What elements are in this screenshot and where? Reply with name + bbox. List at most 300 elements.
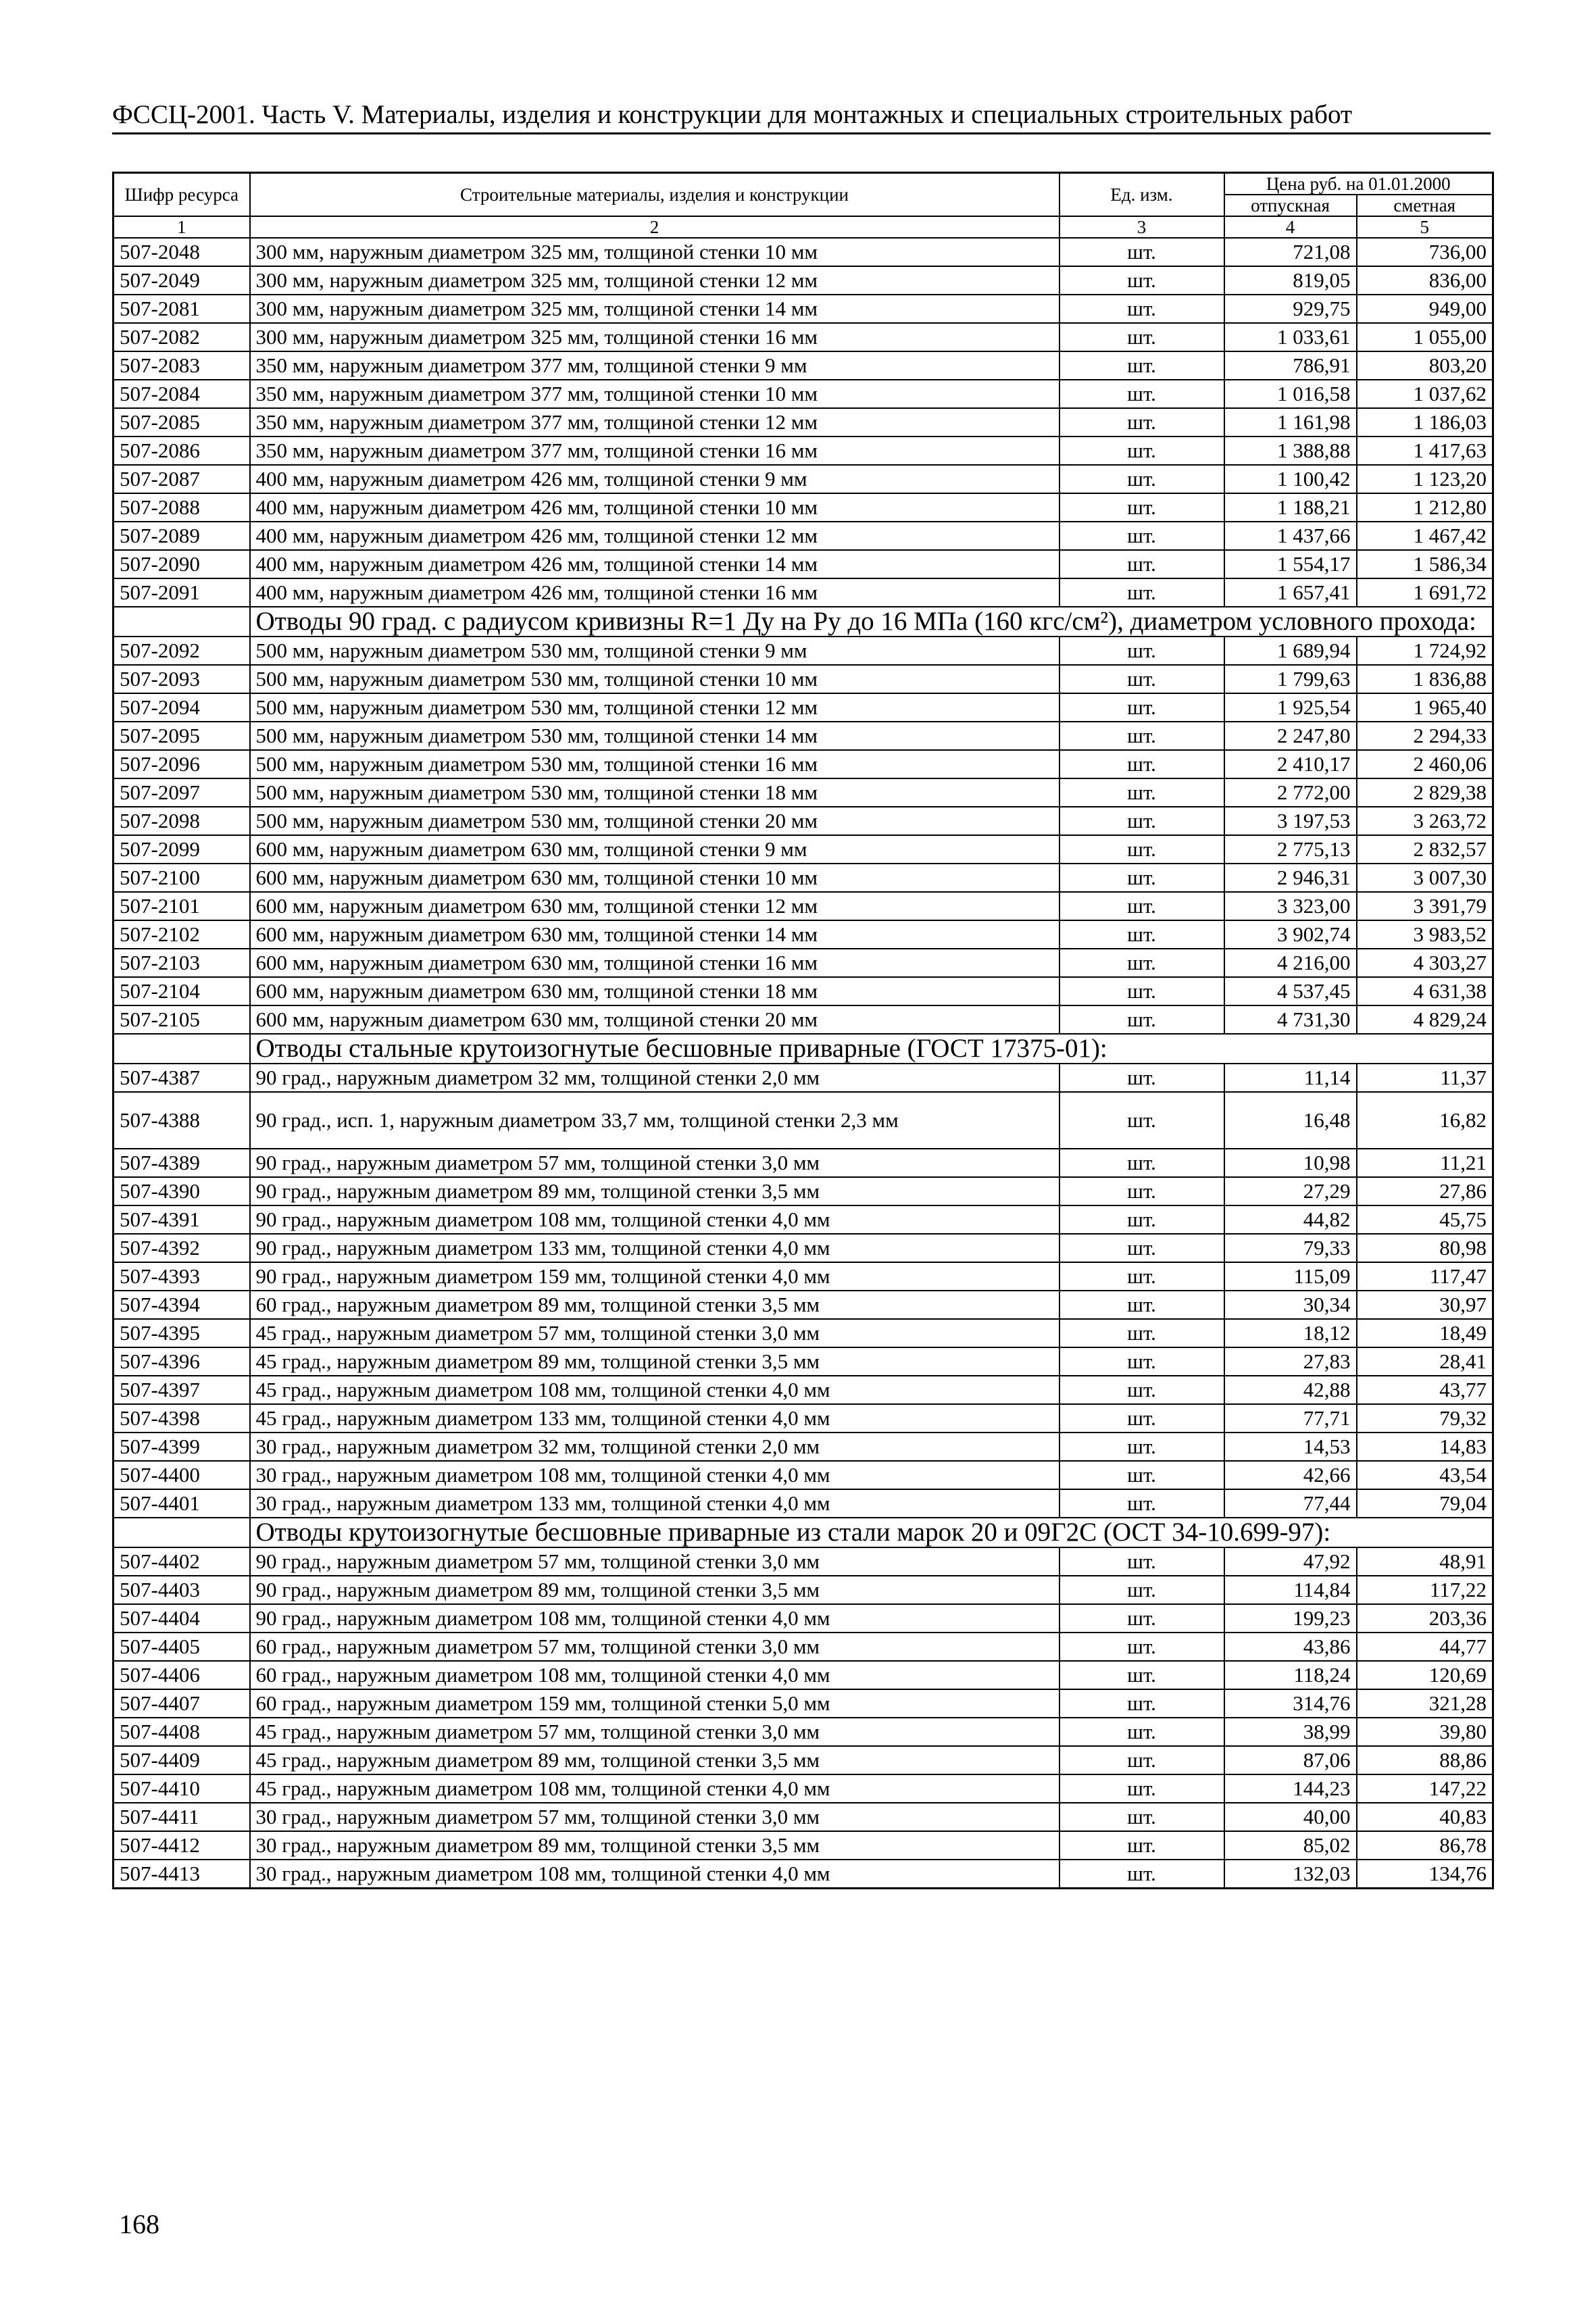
item-description: 300 мм, наружным диаметром 325 мм, толщиной стенки 14 мм [250, 295, 1059, 323]
release-price: 1 033,61 [1224, 323, 1357, 351]
unit-of-measure: шт. [1059, 465, 1224, 493]
item-description: 300 мм, наружным диаметром 325 мм, толщиной стенки 10 мм [250, 238, 1059, 266]
unit-of-measure: шт. [1059, 835, 1224, 864]
release-price: 42,66 [1224, 1461, 1357, 1489]
item-description: 45 град., наружным диаметром 57 мм, толщиной стенки 3,0 мм [250, 1319, 1059, 1347]
resource-code: 507-2081 [114, 295, 250, 323]
estimate-price: 44,77 [1357, 1633, 1493, 1661]
item-description: 350 мм, наружным диаметром 377 мм, толщиной стенки 9 мм [250, 351, 1059, 380]
table-row [114, 949, 1493, 977]
item-description: 500 мм, наружным диаметром 530 мм, толщиной стенки 10 мм [250, 665, 1059, 693]
table-row [114, 1661, 1493, 1689]
table-row [114, 1604, 1493, 1633]
release-price: 1 388,88 [1224, 437, 1357, 465]
item-description: 400 мм, наружным диаметром 426 мм, толщиной стенки 9 мм [250, 465, 1059, 493]
release-price: 114,84 [1224, 1576, 1357, 1604]
unit-of-measure: шт. [1059, 1860, 1224, 1889]
section-heading-row [114, 607, 1493, 637]
estimate-price: 4 829,24 [1357, 1005, 1493, 1034]
estimate-price: 14,83 [1357, 1433, 1493, 1461]
unit-of-measure: шт. [1059, 949, 1224, 977]
release-price: 1 016,58 [1224, 380, 1357, 408]
item-description: 90 град., наружным диаметром 133 мм, толщиной стенки 4,0 мм [250, 1234, 1059, 1262]
release-price: 115,09 [1224, 1262, 1357, 1291]
unit-of-measure: шт. [1059, 323, 1224, 351]
unit-of-measure: шт. [1059, 920, 1224, 949]
release-price: 144,23 [1224, 1774, 1357, 1803]
table-row [114, 1262, 1493, 1291]
item-description: 90 град., наружным диаметром 57 мм, толщиной стенки 3,0 мм [250, 1149, 1059, 1177]
table-row [114, 778, 1493, 807]
item-description: 500 мм, наружным диаметром 530 мм, толщиной стенки 16 мм [250, 750, 1059, 778]
estimate-price: 11,21 [1357, 1149, 1493, 1177]
table-head [114, 173, 1493, 239]
release-price: 2 946,31 [1224, 864, 1357, 892]
resource-code: 507-4408 [114, 1718, 250, 1746]
unit-of-measure: шт. [1059, 550, 1224, 578]
resource-code: 507-2094 [114, 693, 250, 722]
unit-of-measure: шт. [1059, 295, 1224, 323]
unit-of-measure: шт. [1059, 1604, 1224, 1633]
estimate-price: 88,86 [1357, 1746, 1493, 1774]
item-description: 90 град., наружным диаметром 32 мм, толщиной стенки 2,0 мм [250, 1064, 1059, 1092]
release-price: 314,76 [1224, 1689, 1357, 1718]
estimate-price: 1 417,63 [1357, 437, 1493, 465]
resource-code: 507-2088 [114, 493, 250, 522]
unit-of-measure: шт. [1059, 1376, 1224, 1404]
unit-of-measure: шт. [1059, 437, 1224, 465]
resource-code: 507-2092 [114, 637, 250, 665]
table-row [114, 1774, 1493, 1803]
release-price: 79,33 [1224, 1234, 1357, 1262]
release-price: 14,53 [1224, 1433, 1357, 1461]
estimate-price: 836,00 [1357, 266, 1493, 295]
estimate-price: 1 055,00 [1357, 323, 1493, 351]
table-row [114, 266, 1493, 295]
resource-code: 507-2090 [114, 550, 250, 578]
column-number: 4 [1224, 216, 1357, 238]
unit-of-measure: шт. [1059, 1319, 1224, 1347]
table-row [114, 1633, 1493, 1661]
resource-code: 507-2101 [114, 892, 250, 920]
item-description: 350 мм, наружным диаметром 377 мм, толщиной стенки 16 мм [250, 437, 1059, 465]
item-description: 600 мм, наружным диаметром 630 мм, толщиной стенки 9 мм [250, 835, 1059, 864]
resource-code: 507-2096 [114, 750, 250, 778]
estimate-price: 3 983,52 [1357, 920, 1493, 949]
table-row [114, 295, 1493, 323]
release-price: 721,08 [1224, 238, 1357, 266]
release-price: 3 197,53 [1224, 807, 1357, 835]
resource-code: 507-2104 [114, 977, 250, 1005]
table-row [114, 380, 1493, 408]
table-row [114, 578, 1493, 607]
table-row [114, 977, 1493, 1005]
unit-of-measure: шт. [1059, 1489, 1224, 1518]
unit-of-measure: шт. [1059, 1205, 1224, 1234]
resource-code: 507-4391 [114, 1205, 250, 1234]
table-row [114, 1177, 1493, 1205]
resource-code: 507-4396 [114, 1347, 250, 1376]
unit-of-measure: шт. [1059, 1291, 1224, 1319]
table-row [114, 1803, 1493, 1831]
estimate-price: 120,69 [1357, 1661, 1493, 1689]
release-price: 2 410,17 [1224, 750, 1357, 778]
item-description: 30 град., наружным диаметром 108 мм, толщиной стенки 4,0 мм [250, 1461, 1059, 1489]
estimate-price: 79,04 [1357, 1489, 1493, 1518]
item-description: 90 град., исп. 1, наружным диаметром 33,7 мм, толщиной стенки 2,3 мм [250, 1092, 1059, 1149]
estimate-price: 27,86 [1357, 1177, 1493, 1205]
page-number: 168 [119, 2209, 159, 2239]
table-row [114, 693, 1493, 722]
unit-of-measure: шт. [1059, 266, 1224, 295]
estimate-price: 1 037,62 [1357, 380, 1493, 408]
table-row [114, 920, 1493, 949]
table-row [114, 722, 1493, 750]
section-heading: Отводы 90 град. с радиусом кривизны R=1 Ду на Ру до 16 МПа (160 кгс/см²), диаметром условного прохода: [250, 607, 1493, 637]
table-row [114, 1718, 1493, 1746]
item-description: 90 град., наружным диаметром 108 мм, толщиной стенки 4,0 мм [250, 1604, 1059, 1633]
item-description: 500 мм, наружным диаметром 530 мм, толщиной стенки 14 мм [250, 722, 1059, 750]
release-price: 85,02 [1224, 1831, 1357, 1860]
table-row [114, 1576, 1493, 1604]
estimate-price: 43,54 [1357, 1461, 1493, 1489]
unit-of-measure: шт. [1059, 637, 1224, 665]
resource-code: 507-2105 [114, 1005, 250, 1034]
item-description: 90 град., наружным диаметром 108 мм, толщиной стенки 4,0 мм [250, 1205, 1059, 1234]
estimate-price: 1 724,92 [1357, 637, 1493, 665]
estimate-price: 4 631,38 [1357, 977, 1493, 1005]
estimate-price: 147,22 [1357, 1774, 1493, 1803]
unit-of-measure: шт. [1059, 1433, 1224, 1461]
item-description: 60 град., наружным диаметром 108 мм, толщиной стенки 4,0 мм [250, 1661, 1059, 1689]
estimate-price: 3 007,30 [1357, 864, 1493, 892]
column-number: 1 [114, 216, 250, 238]
release-price: 10,98 [1224, 1149, 1357, 1177]
estimate-price: 134,76 [1357, 1860, 1493, 1889]
resource-code: 507-4394 [114, 1291, 250, 1319]
release-price: 2 247,80 [1224, 722, 1357, 750]
resource-code: 507-2083 [114, 351, 250, 380]
unit-of-measure: шт. [1059, 977, 1224, 1005]
release-price: 77,44 [1224, 1489, 1357, 1518]
release-price: 199,23 [1224, 1604, 1357, 1633]
table-row [114, 522, 1493, 550]
table-body [114, 238, 1493, 1889]
resource-code: 507-2102 [114, 920, 250, 949]
item-description: 90 град., наружным диаметром 89 мм, толщиной стенки 3,5 мм [250, 1177, 1059, 1205]
release-price: 4 731,30 [1224, 1005, 1357, 1034]
resource-code: 507-2084 [114, 380, 250, 408]
table-row [114, 437, 1493, 465]
item-description: 600 мм, наружным диаметром 630 мм, толщиной стенки 14 мм [250, 920, 1059, 949]
col-header-code: Шифр ресурса [114, 173, 250, 217]
release-price: 4 537,45 [1224, 977, 1357, 1005]
estimate-price: 1 212,80 [1357, 493, 1493, 522]
item-description: 600 мм, наружным диаметром 630 мм, толщиной стенки 18 мм [250, 977, 1059, 1005]
unit-of-measure: шт. [1059, 1661, 1224, 1689]
resource-code: 507-4401 [114, 1489, 250, 1518]
table-row [114, 1234, 1493, 1262]
estimate-price: 1 691,72 [1357, 578, 1493, 607]
resource-code: 507-2049 [114, 266, 250, 295]
estimate-price: 1 836,88 [1357, 665, 1493, 693]
resource-code: 507-4409 [114, 1746, 250, 1774]
unit-of-measure: шт. [1059, 1149, 1224, 1177]
release-price: 2 775,13 [1224, 835, 1357, 864]
estimate-price: 949,00 [1357, 295, 1493, 323]
resource-code: 507-2091 [114, 578, 250, 607]
table-row [114, 807, 1493, 835]
item-description: 300 мм, наружным диаметром 325 мм, толщиной стенки 16 мм [250, 323, 1059, 351]
release-price: 2 772,00 [1224, 778, 1357, 807]
table-row [114, 1404, 1493, 1433]
release-price: 4 216,00 [1224, 949, 1357, 977]
unit-of-measure: шт. [1059, 1347, 1224, 1376]
release-price: 77,71 [1224, 1404, 1357, 1433]
unit-of-measure: шт. [1059, 1746, 1224, 1774]
unit-of-measure: шт. [1059, 1576, 1224, 1604]
estimate-price: 1 586,34 [1357, 550, 1493, 578]
release-price: 27,83 [1224, 1347, 1357, 1376]
estimate-price: 43,77 [1357, 1376, 1493, 1404]
estimate-price: 79,32 [1357, 1404, 1493, 1433]
resource-code: 507-2093 [114, 665, 250, 693]
resource-code: 507-4389 [114, 1149, 250, 1177]
release-price: 30,34 [1224, 1291, 1357, 1319]
unit-of-measure: шт. [1059, 1005, 1224, 1034]
section-code-cell [114, 1034, 250, 1064]
release-price: 1 437,66 [1224, 522, 1357, 550]
release-price: 3 902,74 [1224, 920, 1357, 949]
table-row [114, 1860, 1493, 1889]
release-price: 43,86 [1224, 1633, 1357, 1661]
unit-of-measure: шт. [1059, 864, 1224, 892]
release-price: 1 554,17 [1224, 550, 1357, 578]
release-price: 929,75 [1224, 295, 1357, 323]
unit-of-measure: шт. [1059, 750, 1224, 778]
estimate-price: 16,82 [1357, 1092, 1493, 1149]
table-row [114, 1347, 1493, 1376]
item-description: 45 град., наружным диаметром 108 мм, толщиной стенки 4,0 мм [250, 1774, 1059, 1803]
column-number: 2 [250, 216, 1059, 238]
release-price: 3 323,00 [1224, 892, 1357, 920]
item-description: 45 град., наружным диаметром 108 мм, толщиной стенки 4,0 мм [250, 1376, 1059, 1404]
estimate-price: 117,47 [1357, 1262, 1493, 1291]
unit-of-measure: шт. [1059, 1547, 1224, 1576]
table-row [114, 1064, 1493, 1092]
estimate-price: 2 460,06 [1357, 750, 1493, 778]
release-price: 1 161,98 [1224, 408, 1357, 437]
col-header-unit: Ед. изм. [1059, 173, 1224, 217]
resource-code: 507-2089 [114, 522, 250, 550]
resource-code: 507-4390 [114, 1177, 250, 1205]
resource-code: 507-2098 [114, 807, 250, 835]
column-number: 3 [1059, 216, 1224, 238]
release-price: 47,92 [1224, 1547, 1357, 1576]
estimate-price: 40,83 [1357, 1803, 1493, 1831]
estimate-price: 3 391,79 [1357, 892, 1493, 920]
release-price: 44,82 [1224, 1205, 1357, 1234]
resource-code: 507-4410 [114, 1774, 250, 1803]
item-description: 60 град., наружным диаметром 159 мм, толщиной стенки 5,0 мм [250, 1689, 1059, 1718]
table-row [114, 665, 1493, 693]
resource-code: 507-2095 [114, 722, 250, 750]
table-row [114, 550, 1493, 578]
unit-of-measure: шт. [1059, 522, 1224, 550]
estimate-price: 2 832,57 [1357, 835, 1493, 864]
release-price: 38,99 [1224, 1718, 1357, 1746]
item-description: 30 град., наружным диаметром 108 мм, толщиной стенки 4,0 мм [250, 1860, 1059, 1889]
table-row [114, 1547, 1493, 1576]
unit-of-measure: шт. [1059, 1262, 1224, 1291]
release-price: 18,12 [1224, 1319, 1357, 1347]
resource-code: 507-4397 [114, 1376, 250, 1404]
release-price: 1 925,54 [1224, 693, 1357, 722]
unit-of-measure: шт. [1059, 238, 1224, 266]
item-description: 500 мм, наружным диаметром 530 мм, толщиной стенки 12 мм [250, 693, 1059, 722]
table-row [114, 493, 1493, 522]
table-row [114, 238, 1493, 266]
page-header: ФССЦ-2001. Часть V. Материалы, изделия и конструкции для монтажных и специальных строительных работ [112, 100, 1491, 134]
resource-code: 507-4405 [114, 1633, 250, 1661]
table-row [114, 1831, 1493, 1860]
table-row [114, 1461, 1493, 1489]
resource-code: 507-4407 [114, 1689, 250, 1718]
unit-of-measure: шт. [1059, 722, 1224, 750]
release-price: 1 689,94 [1224, 637, 1357, 665]
resource-code: 507-2103 [114, 949, 250, 977]
unit-of-measure: шт. [1059, 408, 1224, 437]
estimate-price: 11,37 [1357, 1064, 1493, 1092]
resource-code: 507-4402 [114, 1547, 250, 1576]
unit-of-measure: шт. [1059, 380, 1224, 408]
resource-code: 507-4393 [114, 1262, 250, 1291]
release-price: 132,03 [1224, 1860, 1357, 1889]
resource-code: 507-2099 [114, 835, 250, 864]
table-header-row [114, 173, 1493, 195]
unit-of-measure: шт. [1059, 578, 1224, 607]
estimate-price: 1 467,42 [1357, 522, 1493, 550]
unit-of-measure: шт. [1059, 1092, 1224, 1149]
release-price: 786,91 [1224, 351, 1357, 380]
table-row [114, 1689, 1493, 1718]
unit-of-measure: шт. [1059, 693, 1224, 722]
table-row [114, 864, 1493, 892]
column-number: 5 [1357, 216, 1493, 238]
estimate-price: 2 294,33 [1357, 722, 1493, 750]
unit-of-measure: шт. [1059, 778, 1224, 807]
release-price: 1 657,41 [1224, 578, 1357, 607]
section-heading: Отводы крутоизогнутые бесшовные приварные из стали марок 20 и 09Г2С (ОСТ 34-10.699-97): [250, 1518, 1493, 1547]
table-row [114, 1092, 1493, 1149]
release-price: 40,00 [1224, 1803, 1357, 1831]
item-description: 90 град., наружным диаметром 57 мм, толщиной стенки 3,0 мм [250, 1547, 1059, 1576]
item-description: 600 мм, наружным диаметром 630 мм, толщиной стенки 12 мм [250, 892, 1059, 920]
table-row [114, 1319, 1493, 1347]
estimate-price: 2 829,38 [1357, 778, 1493, 807]
unit-of-measure: шт. [1059, 1064, 1224, 1092]
table-row [114, 1291, 1493, 1319]
resource-code: 507-4387 [114, 1064, 250, 1092]
estimate-price: 117,22 [1357, 1576, 1493, 1604]
table-row [114, 1746, 1493, 1774]
unit-of-measure: шт. [1059, 1177, 1224, 1205]
unit-of-measure: шт. [1059, 1718, 1224, 1746]
resource-code: 507-4388 [114, 1092, 250, 1149]
resource-code: 507-4404 [114, 1604, 250, 1633]
resource-code: 507-2086 [114, 437, 250, 465]
item-description: 45 град., наружным диаметром 89 мм, толщиной стенки 3,5 мм [250, 1746, 1059, 1774]
resource-code: 507-4392 [114, 1234, 250, 1262]
item-description: 45 град., наружным диаметром 133 мм, толщиной стенки 4,0 мм [250, 1404, 1059, 1433]
estimate-price: 1 186,03 [1357, 408, 1493, 437]
estimate-price: 321,28 [1357, 1689, 1493, 1718]
estimate-price: 39,80 [1357, 1718, 1493, 1746]
resource-code: 507-2082 [114, 323, 250, 351]
unit-of-measure: шт. [1059, 1461, 1224, 1489]
estimate-price: 1 123,20 [1357, 465, 1493, 493]
estimate-price: 80,98 [1357, 1234, 1493, 1262]
resource-code: 507-4403 [114, 1576, 250, 1604]
section-code-cell [114, 607, 250, 637]
unit-of-measure: шт. [1059, 493, 1224, 522]
item-description: 30 град., наружным диаметром 89 мм, толщиной стенки 3,5 мм [250, 1831, 1059, 1860]
resource-code: 507-2087 [114, 465, 250, 493]
section-heading-row [114, 1034, 1493, 1064]
resource-code: 507-4412 [114, 1831, 250, 1860]
item-description: 90 град., наружным диаметром 159 мм, толщиной стенки 4,0 мм [250, 1262, 1059, 1291]
release-price: 87,06 [1224, 1746, 1357, 1774]
table-row [114, 1489, 1493, 1518]
column-number-row [114, 216, 1493, 238]
release-price: 27,29 [1224, 1177, 1357, 1205]
resource-code: 507-4399 [114, 1433, 250, 1461]
col-header-price: Цена руб. на 01.01.2000 [1224, 173, 1493, 195]
release-price: 42,88 [1224, 1376, 1357, 1404]
release-price: 1 799,63 [1224, 665, 1357, 693]
item-description: 350 мм, наружным диаметром 377 мм, толщиной стенки 12 мм [250, 408, 1059, 437]
section-heading-row [114, 1518, 1493, 1547]
table-row [114, 1433, 1493, 1461]
table-row [114, 465, 1493, 493]
release-price: 16,48 [1224, 1092, 1357, 1149]
item-description: 600 мм, наружным диаметром 630 мм, толщиной стенки 16 мм [250, 949, 1059, 977]
table-row [114, 892, 1493, 920]
item-description: 60 град., наружным диаметром 89 мм, толщиной стенки 3,5 мм [250, 1291, 1059, 1319]
unit-of-measure: шт. [1059, 1689, 1224, 1718]
unit-of-measure: шт. [1059, 665, 1224, 693]
estimate-price: 30,97 [1357, 1291, 1493, 1319]
item-description: 90 град., наружным диаметром 89 мм, толщиной стенки 3,5 мм [250, 1576, 1059, 1604]
table-row [114, 408, 1493, 437]
item-description: 400 мм, наружным диаметром 426 мм, толщиной стенки 14 мм [250, 550, 1059, 578]
resource-code: 507-4413 [114, 1860, 250, 1889]
estimate-price: 18,49 [1357, 1319, 1493, 1347]
item-description: 600 мм, наружным диаметром 630 мм, толщиной стенки 10 мм [250, 864, 1059, 892]
table-row [114, 750, 1493, 778]
release-price: 1 100,42 [1224, 465, 1357, 493]
unit-of-measure: шт. [1059, 1831, 1224, 1860]
item-description: 500 мм, наружным диаметром 530 мм, толщиной стенки 9 мм [250, 637, 1059, 665]
resource-code: 507-2097 [114, 778, 250, 807]
table-row [114, 835, 1493, 864]
resource-code: 507-2085 [114, 408, 250, 437]
item-description: 60 град., наружным диаметром 57 мм, толщиной стенки 3,0 мм [250, 1633, 1059, 1661]
estimate-price: 45,75 [1357, 1205, 1493, 1234]
estimate-price: 736,00 [1357, 238, 1493, 266]
item-description: 45 град., наружным диаметром 89 мм, толщиной стенки 3,5 мм [250, 1347, 1059, 1376]
col-header-estimate: сметная [1357, 195, 1493, 216]
